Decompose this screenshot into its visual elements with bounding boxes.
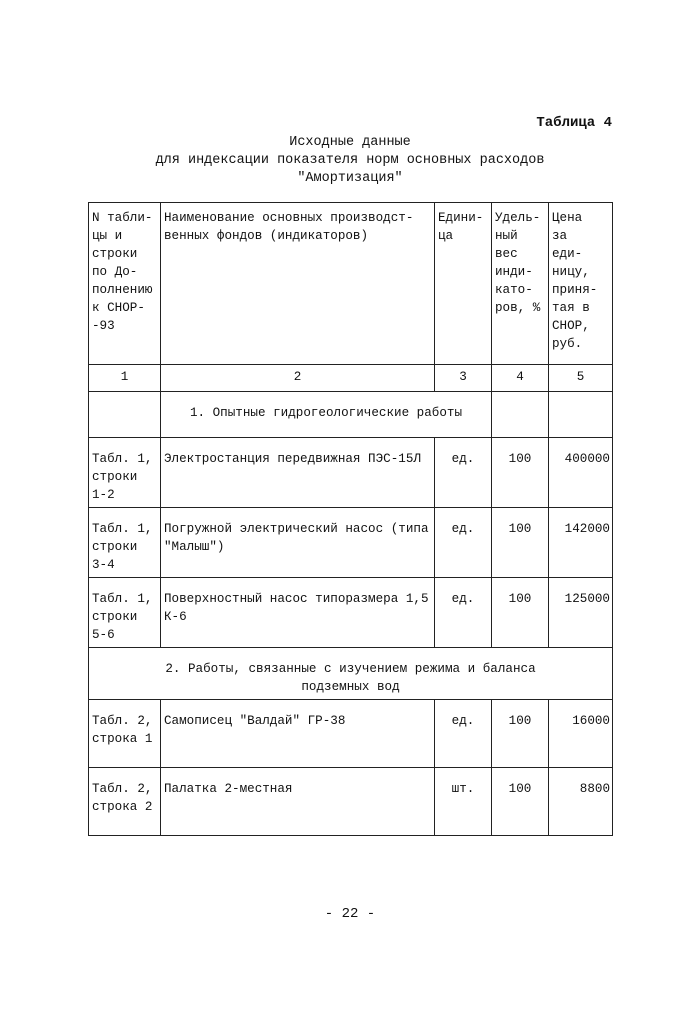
- row-name: Поверхностный насос типоразмера 1,5 К-6: [161, 578, 435, 648]
- row-weight: 100: [492, 700, 549, 768]
- row-unit: ед.: [435, 508, 492, 578]
- row-name: Погружной электрический насос (типа "Малыш"): [161, 508, 435, 578]
- table-row: [89, 768, 613, 836]
- header-row: [89, 203, 613, 365]
- row-unit: ед.: [435, 700, 492, 768]
- col-header-3: Едини- ца: [435, 203, 492, 365]
- table-row: [89, 438, 613, 508]
- row-ref: Табл. 2, строка 1: [89, 700, 161, 768]
- col-number: 5: [549, 365, 613, 392]
- table-row: [89, 508, 613, 578]
- col-number: 3: [435, 365, 492, 392]
- table-row: [89, 700, 613, 768]
- col-number: 2: [161, 365, 435, 392]
- row-price: 8800: [549, 768, 613, 836]
- col-header-5: Цена за еди- ницу, приня- тая в СНОР, руб.: [549, 203, 613, 365]
- row-weight: 100: [492, 438, 549, 508]
- col-number: 4: [492, 365, 549, 392]
- row-name: Самописец "Валдай" ГР-38: [161, 700, 435, 768]
- row-ref: Табл. 1, строки 3-4: [89, 508, 161, 578]
- row-name: Палатка 2-местная: [161, 768, 435, 836]
- row-weight: 100: [492, 768, 549, 836]
- title-line-2: для индексации показателя норм основных расходов: [155, 153, 545, 168]
- col-header-2: Наименование основных производст- венных фондов (индикаторов): [161, 203, 435, 365]
- col-header-4: Удель- ный вес инди- като- ров, %: [492, 203, 549, 365]
- data-table: [88, 202, 612, 836]
- row-unit: ед.: [435, 438, 492, 508]
- row-ref: Табл. 1, строки 1-2: [89, 438, 161, 508]
- title-line-1: Исходные данные: [289, 135, 411, 150]
- row-name: Электростанция передвижная ПЭС-15Л: [161, 438, 435, 508]
- column-number-row: [89, 365, 613, 392]
- row-price: 125000: [549, 578, 613, 648]
- table-label: Таблица 4: [536, 115, 612, 131]
- title-line-3: "Амортизация": [297, 171, 403, 186]
- section-title: 2. Работы, связанные с изучением режима и баланса подземных вод: [89, 648, 613, 700]
- row-unit: шт.: [435, 768, 492, 836]
- col-header-1: N табли- цы и строки по До- полнению к СНОР- -93: [89, 203, 161, 365]
- section-title-row: [89, 648, 613, 700]
- row-unit: ед.: [435, 578, 492, 648]
- table-row: [89, 578, 613, 648]
- row-weight: 100: [492, 578, 549, 648]
- row-ref: Табл. 1, строки 5-6: [89, 578, 161, 648]
- col-number: 1: [89, 365, 161, 392]
- section-title-row: [89, 392, 613, 438]
- row-price: 142000: [549, 508, 613, 578]
- row-price: 16000: [549, 700, 613, 768]
- page-number: - 22 -: [324, 906, 376, 922]
- row-ref: Табл. 2, строка 2: [89, 768, 161, 836]
- row-weight: 100: [492, 508, 549, 578]
- section-title: 1. Опытные гидрогеологические работы: [161, 392, 492, 438]
- row-price: 400000: [549, 438, 613, 508]
